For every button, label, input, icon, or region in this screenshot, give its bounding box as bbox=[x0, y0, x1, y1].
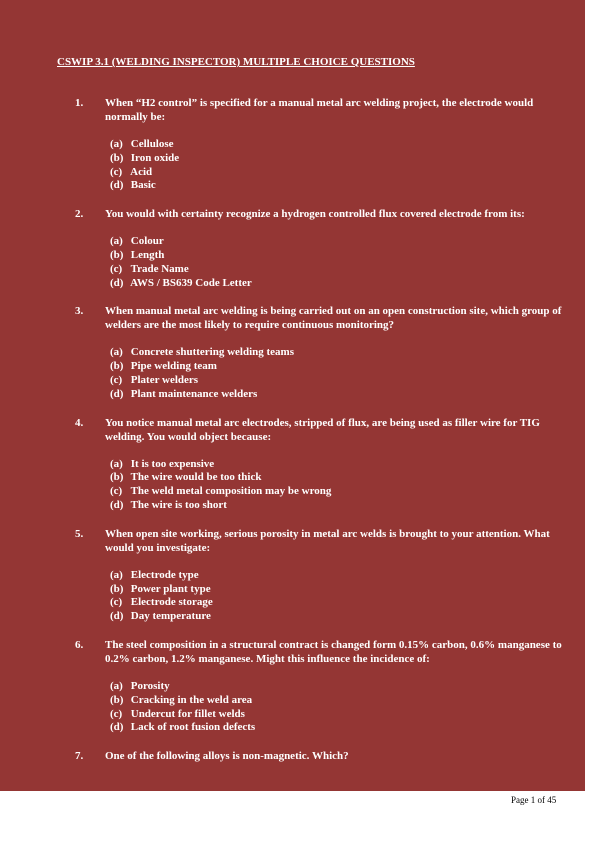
option-text: It is too expensive bbox=[130, 457, 215, 470]
answer-options bbox=[110, 138, 585, 193]
option-text: Basic bbox=[130, 179, 156, 192]
answer-option bbox=[110, 458, 585, 472]
document-title: CSWIP 3.1 (WELDING INSPECTOR) MULTIPLE CHOICE QUESTIONS bbox=[57, 56, 415, 68]
option-letter: (b) bbox=[110, 151, 124, 164]
answer-option bbox=[110, 263, 585, 277]
answer-option bbox=[110, 596, 585, 610]
answer-option bbox=[110, 499, 585, 513]
option-letter: (a) bbox=[110, 568, 123, 581]
option-letter: (a) bbox=[110, 346, 123, 359]
question-text: When manual metal arc welding is being carried out on an open construction site, which group of welders are the most likely to require continuous monitoring? bbox=[105, 305, 562, 332]
question-text: You would with certainty recognize a hydrogen controlled flux covered electrode from its: bbox=[105, 208, 525, 221]
question-number: 3. bbox=[75, 305, 84, 318]
option-letter: (c) bbox=[110, 165, 123, 178]
answer-option bbox=[110, 610, 585, 624]
question-item bbox=[0, 527, 585, 624]
option-text: Concrete shuttering welding teams bbox=[130, 346, 294, 359]
answer-option bbox=[110, 277, 585, 291]
option-letter: (b) bbox=[110, 360, 124, 373]
question-number: 1. bbox=[75, 97, 84, 109]
option-letter: (b) bbox=[110, 693, 124, 706]
answer-option bbox=[110, 152, 585, 166]
answer-option bbox=[110, 346, 585, 360]
option-letter: (c) bbox=[110, 485, 123, 498]
question-number: 5. bbox=[75, 527, 84, 540]
question-item bbox=[0, 416, 585, 513]
answer-option bbox=[110, 485, 585, 499]
option-letter: (c) bbox=[110, 707, 123, 720]
option-letter: (d) bbox=[110, 387, 124, 400]
option-text: Electrode storage bbox=[130, 596, 213, 609]
option-letter: (d) bbox=[110, 721, 124, 734]
answer-option bbox=[110, 388, 585, 402]
option-text: The weld metal composition may be wrong bbox=[130, 485, 332, 498]
option-text: Pipe welding team bbox=[130, 360, 217, 373]
option-text: Power plant type bbox=[130, 582, 211, 595]
option-text: Acid bbox=[130, 165, 153, 178]
option-letter: (c) bbox=[110, 596, 123, 609]
answer-option bbox=[110, 471, 585, 485]
option-letter: (c) bbox=[110, 262, 123, 275]
question-text: You notice manual metal arc electrodes, stripped of flux, are being used as filler wire for TIG welding. You would object because: bbox=[105, 416, 540, 443]
question-text: The steel composition in a structural contract is changed form 0.15% carbon, 0.6% manganese to 0.2% carbon, 1.2% manganese. Might this influence the incidence of: bbox=[105, 638, 562, 665]
question-number: 6. bbox=[75, 638, 84, 651]
answer-option bbox=[110, 708, 585, 722]
option-text: Porosity bbox=[130, 679, 170, 692]
option-letter: (d) bbox=[110, 179, 124, 192]
answer-option bbox=[110, 583, 585, 597]
answer-option bbox=[110, 166, 585, 180]
answer-option bbox=[110, 138, 585, 152]
question-number: 4. bbox=[75, 416, 84, 429]
option-letter: (d) bbox=[110, 276, 124, 289]
option-text: Plater welders bbox=[130, 373, 199, 386]
answer-option bbox=[110, 179, 585, 193]
question-item bbox=[0, 749, 585, 763]
option-letter: (b) bbox=[110, 471, 124, 484]
answer-options bbox=[110, 569, 585, 624]
option-text: Cracking in the weld area bbox=[130, 693, 253, 706]
option-letter: (b) bbox=[110, 248, 124, 261]
option-text: Length bbox=[130, 248, 165, 261]
answer-option bbox=[110, 721, 585, 735]
question-text: When open site working, serious porosity in metal arc welds is brought to your attention. What would you investigate: bbox=[105, 527, 550, 554]
option-letter: (d) bbox=[110, 610, 124, 623]
option-text: Day temperature bbox=[130, 610, 211, 623]
option-letter: (a) bbox=[110, 457, 123, 470]
answer-option bbox=[110, 569, 585, 583]
option-text: The wire would be too thick bbox=[130, 471, 262, 484]
answer-option bbox=[110, 680, 585, 694]
option-letter: (a) bbox=[110, 235, 123, 248]
option-text: The wire is too short bbox=[130, 498, 227, 511]
question-item bbox=[0, 638, 585, 735]
option-letter: (b) bbox=[110, 582, 124, 595]
option-text: Trade Name bbox=[130, 262, 189, 275]
answer-option bbox=[110, 360, 585, 374]
option-text: Undercut for fillet welds bbox=[130, 707, 245, 720]
question-number: 2. bbox=[75, 208, 84, 221]
option-text: Lack of root fusion defects bbox=[130, 721, 256, 734]
question-text: When “H2 control” is specified for a manual metal arc welding project, the electrode would normally be: bbox=[105, 97, 534, 123]
option-text: Electrode type bbox=[130, 568, 199, 581]
question-number: 7. bbox=[75, 750, 84, 763]
page-number: Page 1 of 45 bbox=[511, 795, 557, 805]
answer-option bbox=[110, 249, 585, 263]
answer-option bbox=[110, 694, 585, 708]
option-text: Cellulose bbox=[130, 138, 174, 150]
answer-options bbox=[110, 458, 585, 513]
option-letter: (c) bbox=[110, 373, 123, 386]
option-letter: (a) bbox=[110, 138, 123, 150]
option-letter: (a) bbox=[110, 679, 123, 692]
option-letter: (d) bbox=[110, 498, 124, 511]
answer-options bbox=[110, 346, 585, 401]
option-text: Colour bbox=[130, 235, 164, 248]
option-text: Iron oxide bbox=[130, 151, 180, 164]
question-item bbox=[0, 207, 585, 290]
question-item bbox=[0, 304, 585, 401]
question-list bbox=[0, 96, 585, 777]
answer-options bbox=[110, 680, 585, 735]
answer-option bbox=[110, 235, 585, 249]
answer-options bbox=[110, 235, 585, 290]
question-item bbox=[0, 96, 585, 193]
question-text: One of the following alloys is non-magnetic. Which? bbox=[105, 750, 349, 763]
option-text: Plant maintenance welders bbox=[130, 387, 258, 400]
option-text: AWS / BS639 Code Letter bbox=[130, 276, 252, 289]
answer-option bbox=[110, 374, 585, 388]
